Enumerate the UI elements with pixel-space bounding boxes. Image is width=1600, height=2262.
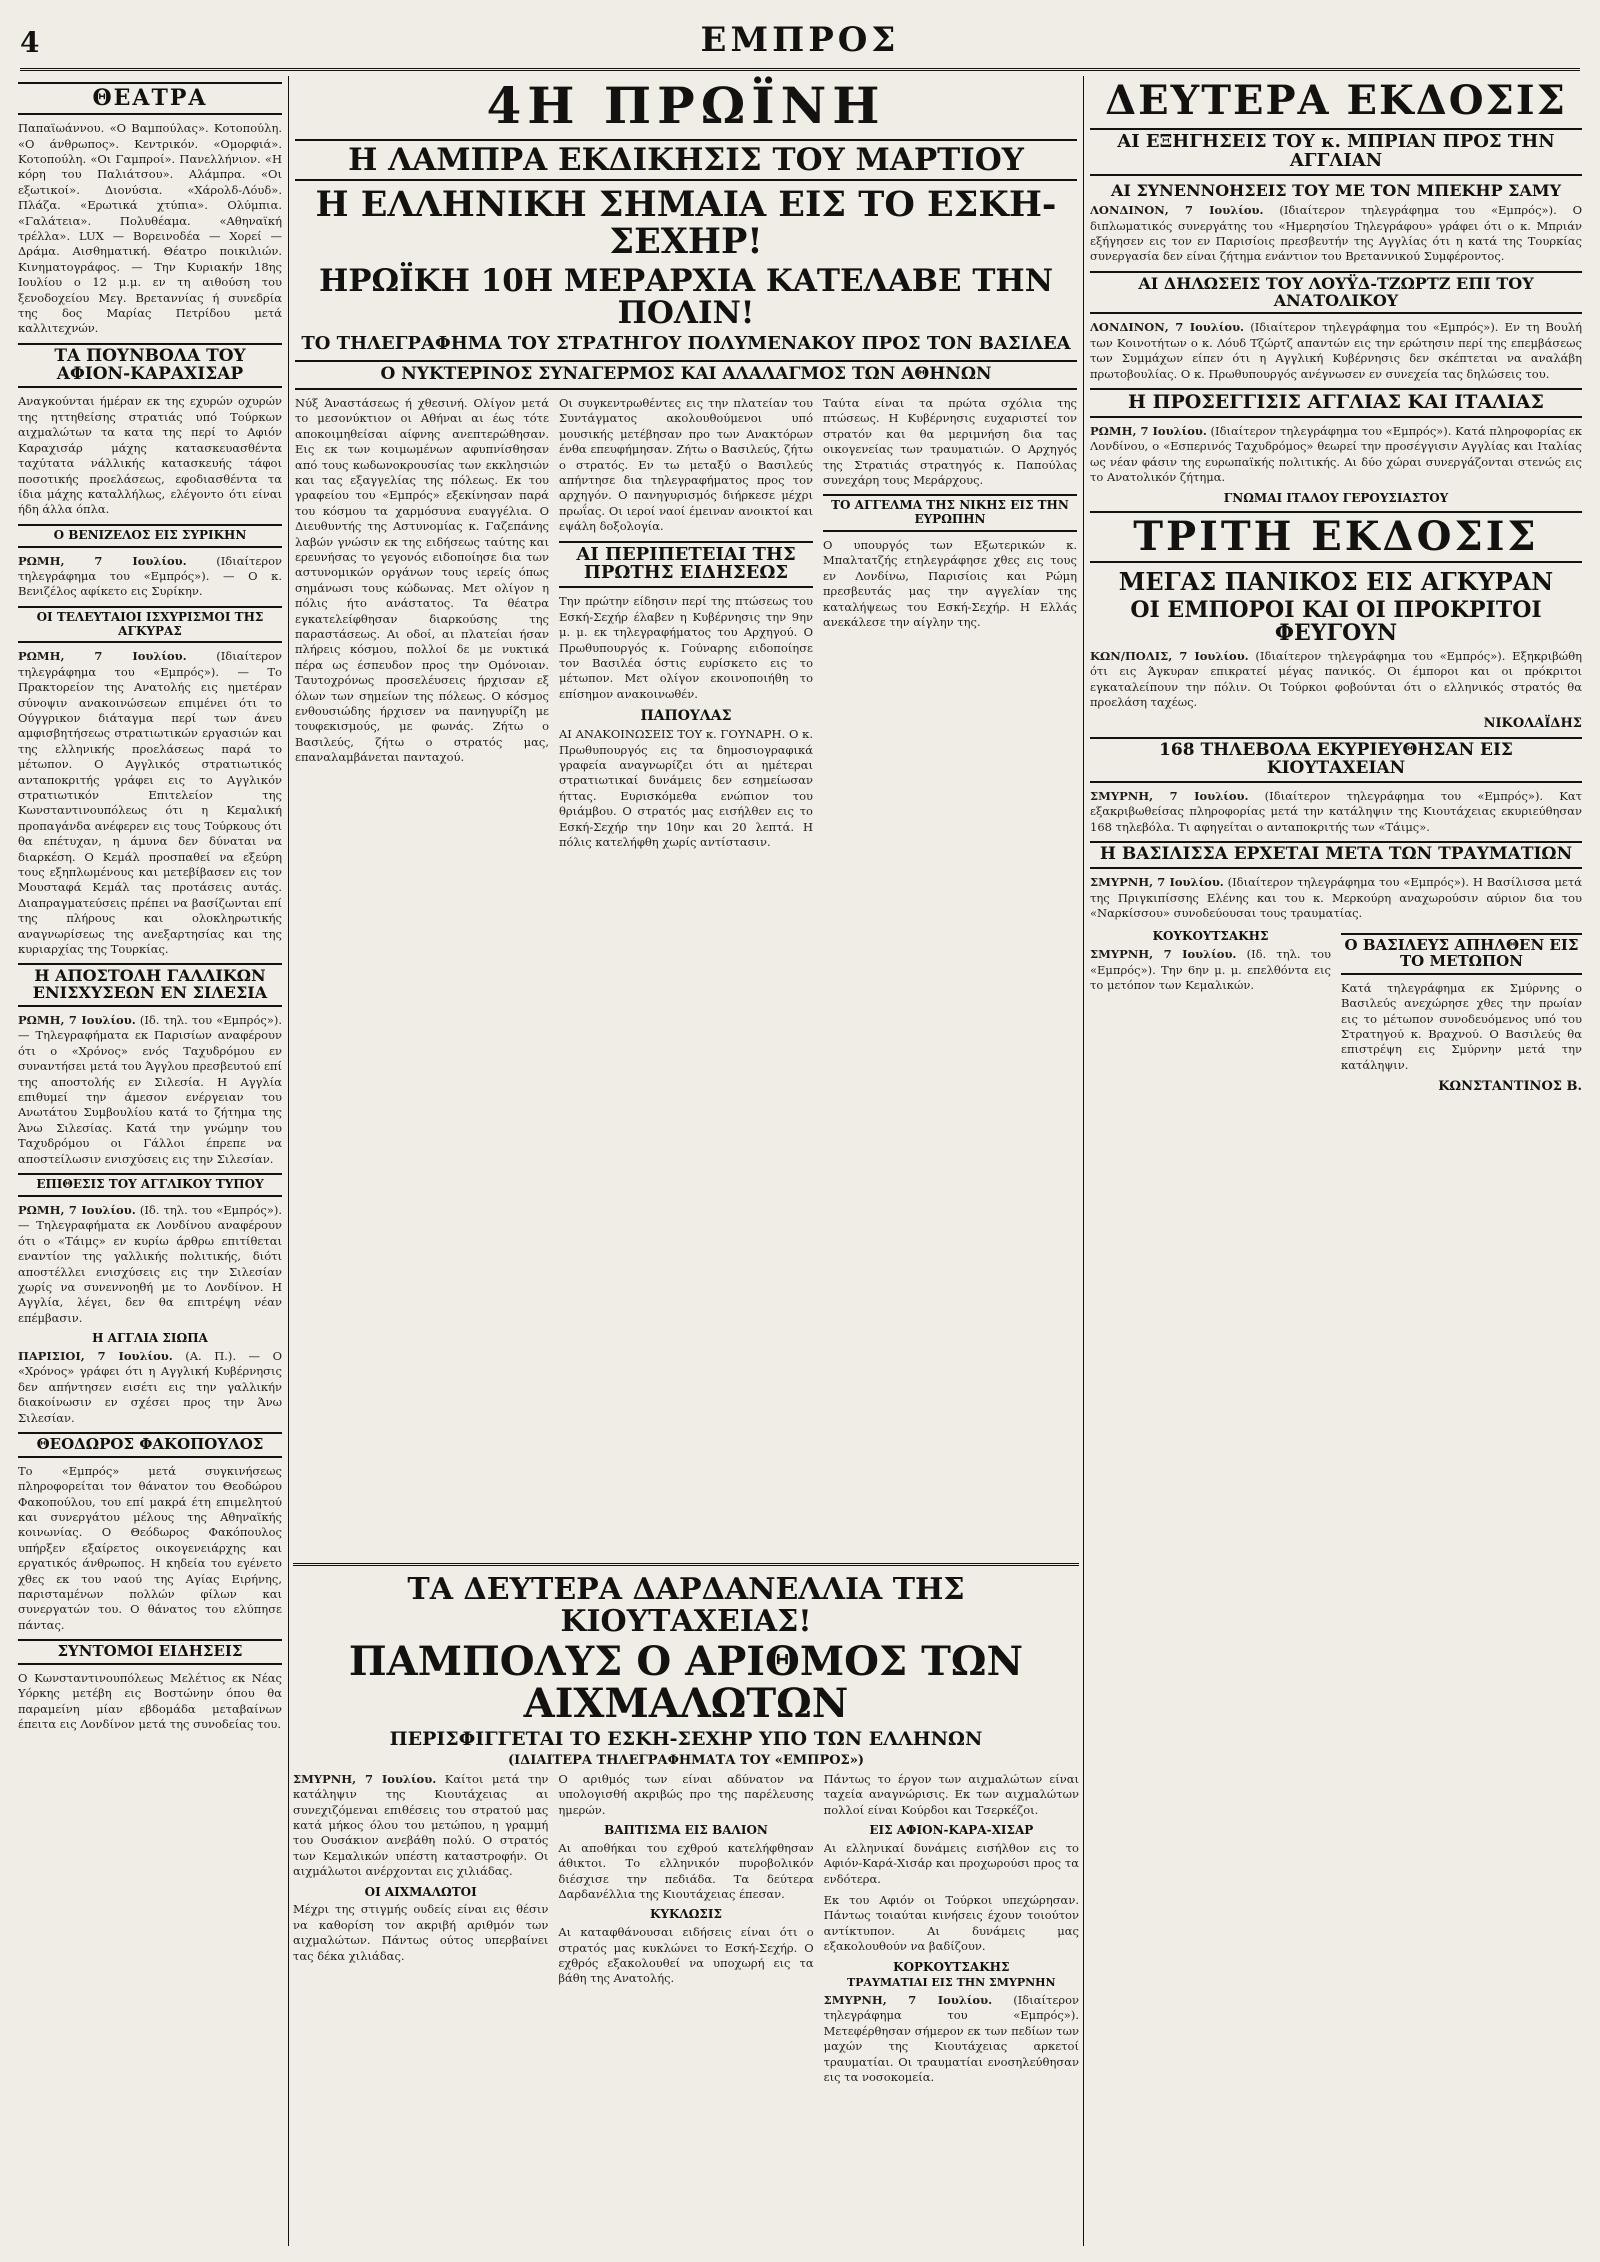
article-text: Καίτοι μετά την κατάληψιν της Κιουτάχειας αι συνεχιζόμεναι επιθέσεις του στρατού μας κατά μήκος όλου του μετώπου, η γραμμή του Ουσάκιον ανεβάθη πολύ. Ο στρατός των Κεμαλικών υπέστη καταστροφήν. Οι αιχμάλωτοι ανέρχονται εις χιλιάδας. <box>293 1771 549 1879</box>
article-text: Μέχρι της στιγμής ουδείς είναι εις θέσιν να καθορίση τον ακριβή αριθμόν των αιχμαλώτων. Πάντως ούτος υπερβαίνει τας δέκα χιλιάδας. <box>293 1902 549 1963</box>
theatre-heading: ΘΕΑΤΡΑ <box>18 82 282 115</box>
siopi-text: (Α. Π.). — Ο «Χρόνος» γράφει ότι η Αγγλική Κυβέρνησις δεν απήντησεν εισέτι εις την γαλλικήν διακοίνωσιν εν σχέσει προς την Άνω Σιλεσίαν. <box>18 1348 282 1425</box>
banner-col-2 <box>558 1772 813 2212</box>
article-text: (Ιδιαίτερον τηλεγράφημα του «Εμπρός»). Εξηκριβώθη ότι εις Άγκυραν επικρατεί μέγας πανικός. Οι έμποροι και οι πρόκριτοι εγκαταλείπουν την πόλιν. Οι Τούρκοι φοβούνται ότι ο ελληνικός στρατός θα προελάση ταχέως. <box>1090 648 1582 709</box>
subheading: ΓΝΩΜΑΙ ΙΤΑΛΟΥ ΓΕΡΟΥΣΙΑΣΤΟΥ <box>1223 490 1449 505</box>
article-text: ΑΙ ΑΝΑΚΟΙΝΩΣΕΙΣ ΤΟΥ κ. ΓΟΥΝΑΡΗ. Ο κ. Πρωθυπουργός εις τα δημοσιογραφικά γραφεία αναγνωρίζει ότι αι ημέτεραι στρατιωτικαί δυνάμεις δεν εσημείωσαν ήττας. Ευρισκόμεθα ενώπιον του θριάμβου. Ο στρατός μας εισήλθεν εις το Εσκή-Σεχήρ την 10ην και 20 λεπτά. Η πόλις κατελήφθη χωρίς αντίστασιν. <box>559 727 813 850</box>
headline-1: Η ΛΑΜΠΡΑ ΕΚΔΙΚΗΣΙΣ ΤΟΥ ΜΑΡΤΙΟΥ <box>295 139 1077 182</box>
right-column <box>1090 76 1582 2246</box>
article-text: Ο υπουργός των Εξωτερικών κ. Μπαλτατζής ετηλεγράφησε χθες εις τους εν Λονδίνω, Παρισίοις και Ρώμη πρεσβευτάς μας την αγγελίαν της καταλήψεως του Εσκή-Σεχήρ. Η Ελλάς ανεκάλεσε την αίγλην της. <box>823 537 1077 629</box>
turk-text: (Ιδιαίτερον τηλεγράφημα του «Εμπρός»). — Το Πρακτορείον της Ανατολής εις ημετέραν σύνοψιν ανακοινώσεων επιμένει ότι το Ούγγρικον διάταγμα περί των άνευ αμφισβητήσεως στρατιωτικών εργασιών και της ελληνικής προελάσεως παρά το μέτωπον. Ο Αγγλικός στρατιωτικός ανταποκριτής γράφει εις το Αγγλικόν στρατιωτικόν Επιτελείον της Κωνσταντινουπόλεως ότι η Κεμαλική προπαγάνδα ανέφερεν εις τους Τούρκους ότι θα επέτυχαν, η άμυνα δεν δύναται να διαρκέση. Ο Κεμάλ προσπαθεί να εξεύρη τους εξηπλωμένους και μετεβίβασεν εις τον Μουσταφά Κεμάλ τας προτάσεις αυτάς. Διαπραγματεύσεις πρέπει να βασίζωνται επί της πλήρους και ολοκληρωτικής αναγνωρίσεως της ανεξαρτησίας και της κυριαρχίας της Τουρκίας. <box>18 649 282 957</box>
center-col-3 <box>823 396 1077 857</box>
short-news-heading: ΣΥΝΤΟΜΟΙ ΕΙΔΗΣΕΙΣ <box>18 1639 282 1665</box>
apostoli-dateline: ΡΩΜΗ, 7 Ιουλίου. <box>18 1013 136 1028</box>
typos-dateline: ΡΩΜΗ, 7 Ιουλίου. <box>18 1202 136 1217</box>
dateline: ΣΜΥΡΝΗ, 7 Ιουλίου. <box>293 1771 437 1786</box>
article-text: Αι ελληνικαί δυνάμεις εισήλθον εις το Αφιόν-Καρά-Χισάρ και προχωρούσι προς τα ενδότερα. <box>823 1840 1079 1886</box>
article-text: (Ιδ. τηλ. του «Εμπρός»). Την 6ην μ. μ. επελθόντα εις το μετόπον των Κεμαλικών. <box>1090 947 1331 992</box>
article-heading: ΟΙ ΑΙΧΜΑΛΩΤΟΙ <box>364 1884 477 1899</box>
banner-headline-2: ΠΑΜΠΟΛΥΣ Ο ΑΡΙΘΜΟΣ ΤΩΝ ΑΙΧΜΑΛΩΤΩΝ <box>348 1638 1024 1727</box>
siopi-dateline: ΠΑΡΙΣΙΟΙ, 7 Ιουλίου. <box>18 1348 173 1363</box>
dateline: ΛΟΝΔΙΝΟΝ, 7 Ιουλίου. <box>1090 203 1264 218</box>
article-heading: ΤΡΑΥΜΑΤΙΑΙ ΕΙΣ ΤΗΝ ΣΜΥΡΝΗΝ <box>847 1976 1056 1990</box>
banner-col-1 <box>293 1772 548 2212</box>
article-heading: ΠΑΠΟΥΛΑΣ <box>640 708 732 725</box>
apostoli-text: (Ιδ. τηλ. του «Εμπρός»). — Τηλεγραφήματα εκ Παρισίων αναφέρουν ότι ο «Χρόνος» ενός Ταχυδρόμου εν συναντήσει μετά του Άγγλου πρεσβευτού επί της αποστολής εν Σιλεσία. Η Αγγλία επιθυμεί την άμεσον ενέργειαν του Ανωτάτου Συμβουλίου κατά το ζήτημα της Άνω Σιλεσίας. Κατά την γνώμην του Ταχυδρόμου οι Γάλλοι έπρεπε να αποστείλωσιν ενισχύσεις εις την Σιλεσίαν. <box>18 1013 282 1166</box>
headline: Η ΒΑΣΙΛΙΣΣΑ ΕΡΧΕΤΑΙ ΜΕΤΑ ΤΩΝ ΤΡΑΥΜΑΤΙΩΝ <box>1090 841 1582 869</box>
banner-articles <box>293 1772 1079 2212</box>
headline-2: Η ΕΛΛΗΝΙΚΗ ΣΗΜΑΙΑ ΕΙΣ ΤΟ ΕΣΚΗ-ΣΕΧΗΡ! <box>315 184 1057 262</box>
dateline: ΡΩΜΗ, 7 Ιουλίου. <box>1090 423 1207 438</box>
article-heading: ΚΟΡΚΟΥΤΣΑΚΗΣ <box>893 1959 1010 1974</box>
third-edition-title: ΤΡΙΤΗ ΕΚΔΟΣΙΣ <box>1090 511 1582 563</box>
article-heading: ΕΙΣ ΑΦΙΟΝ-ΚΑΡΑ-ΧΙΣΑΡ <box>869 1823 1034 1837</box>
siopi-heading: Η ΑΓΓΛΙΑ ΣΙΩΠΑ <box>92 1331 208 1346</box>
headline: ΑΙ ΣΥΝΕΝΝΟΗΣΕΙΣ ΤΟΥ ΜΕ ΤΟΝ ΜΠΕΚΗΡ ΣΑΜΥ <box>1110 180 1562 200</box>
headline: 168 ΤΗΛΕΒΟΛΑ ΕΚΥΡΙΕΥΘΗΣΑΝ ΕΙΣ ΚΙΟΥΤΑΧΕΙΑΝ <box>1090 737 1582 783</box>
second-edition-title: ΔΕΥΤΕΡΑ ΕΚΔΟΣΙΣ <box>1105 77 1567 124</box>
fakos-text: Το «Εμπρός» μετά συγκινήσεως πληροφορείται τον θάνατον του Θεοδώρου Φακοπούλου, του επί μακρά έτη επιμελητού και συνεργάτου μέλους της Αθηναϊκής κοινωνίας. Ο Θεόδωρος Φακόπουλος υπήρξεν εξαίρετος οικογενειάρχης και εργατικός άνθρωπος. Η κηδεία του εγένετο χθες εκ του ναού της Αγίας Ειρήνης, παρισταμένων πολλών φίλων και συνεργατών του. Ο θάνατος του ελύπησε πάντας. <box>18 1463 282 1632</box>
center-col-1 <box>295 396 549 857</box>
column-rule <box>1083 76 1084 2246</box>
article-text: Οι συγκεντρωθέντες εις την πλατείαν του Συντάγματος ακολουθούμενοι υπό μουσικής μετέβησαν προ των Ανακτόρων ένθα επευφήμησαν. Ζήτω ο Βασιλεύς, ζήτω ο στρατός. Εν τω μεταξύ ο Βασιλεύς απήντησε δια τηλεγραφήματος προς τον αρχηγόν. Ο πανηγυρισμός διήρκεσε μέχρι πρωΐας. Οι ιεροί ναοί έμειναν ανοικτοί και εψάλη δοξολογία. <box>559 395 813 534</box>
banner-headline-1: ΤΑ ΔΕΥΤΕΡΑ ΔΑΡΔΑΝΕΛΛΙΑ ΤΗΣ ΚΙΟΥΤΑΧΕΙΑΣ! <box>407 1572 965 1639</box>
article-text: (Ιδιαίτερον τηλεγράφημα του «Εμπρός»). Ο διπλωματικός συνεργάτης του «Ημερησίου Τηλεγράφου» γράφει ότι ο κ. Μπριάν εξήγησεν εις τον εν Παρισίοις πρεσβευτήν της Αγγλίας ότι η κατά της Τουρκίας συνεργασία δεν είναι ζήτημα ενάντιον του Βρεταννικού Συμφέροντος. <box>1090 203 1582 264</box>
article-heading: ΚΥΚΛΩΣΙΣ <box>649 1907 722 1922</box>
article-text: Νύξ Άναστάσεως ή χθεσινή. Ολίγον μετά το μεσονύκτιον οι Αθήναι αι έως τότε αποκοιμηθείσαι αίφνης ανεπτερώθησαν. Εις εκ των κοιμωμένων αφυπνίσθησαν από τους κωδωνοκρουσίας των εκκλησιών και τας εξαγγελίας της πόλεως. Εκ του γραφείου του «Εμπρός» εξεκίνησαν παρά του κόσμου τα χαρμόσυνα ευαγγέλια. Ο Διευθυντής της Αστυνομίας κ. Γαζεπάνης λαβών γνώσιν εκ της ειδήσεως ταύτης και ερευνήσας το γεγονός ειδοποίησε δια των αστυνομικών οργάνων τους ιερείς όπως σημάνωσι τους κώδωνας. Μετ ολίγον η πόλις ήτο ανάστατος. Τα θέατρα εγκατελείφθησαν διαρκούσης της παραστάσεως. Αι οδοί, αι πλατείαι ήσαν πλήρεις κόσμου, πολλοί δε με νυκτικά πέρα ως έσπευδον προς την Ομόνοιαν. Ταυτοχρόνως προσελέυσεις ήρχισαν εξ όλων των σημείων της πόλεως. Ο κόσμος ενθουσιώδης ήρχισεν να πανηγυρίζη με τουφεκισμούς, με φωνάς. Ζήτω ο Βασιλεύς, ζήτω ο στρατός μας, επαναλαμβάνεται πανταχού. <box>295 395 549 765</box>
dateline: ΣΜΥΡΝΗ, 7 Ιουλίου. <box>823 1993 993 2008</box>
fakos-heading: ΘΕΟΔΩΡΟΣ ΦΑΚΟΠΟΥΛΟΣ <box>18 1432 282 1458</box>
center-articles <box>295 396 1077 857</box>
right-lower-col-2 <box>1341 927 1582 1098</box>
article-text: (Ιδιαίτερον τηλεγράφημα του «Εμπρός»). Κατά πληροφορίας εκ Λονδίνου, ο «Εσπερινός Ταχυδρόμος» θεωρεί την προσέγγισιν Αγγλίας και Ιταλίας ως νέαν φάσιν της ευρωπαϊκής πολιτικής. Αι δύο χώραι συνεργάζονται στενώς εις το Ανατολικόν ζήτημα. <box>1090 423 1582 485</box>
apostoli-heading: Η ΑΠΟΣΤΟΛΗ ΓΑΛΛΙΚΩΝ ΕΝΙΣΧΥΣΕΩΝ ΕΝ ΣΙΛΕΣΙΑ <box>18 963 282 1007</box>
theatre-listings: Παπαϊωάννου. «Ο Βαμπούλας». Κοτοπούλη. «Ο άνθρωπος». Κεντρικόν. «Ομορφιά». Κοτοπούλη. «Οι Γαμπροί». Πανελλήνιον. «Η κόρη του Παλιάτσου». Αλάμπρα. «Οι εξωτικοί». Διονύσια. «Χάρολδ-Λόυδ». Πλάζα. «Ερωτικά χτύπια». Ολύμπια. «Γαλάτεια». Πολυθέαμα. «Αθηναϊκή τρέλλα». LUX — Βορεινοδέα — Χορεί — Δράμα. Αισθηματική. Θέατρο ποικιλιών. Κινηματογράφος. — Την Κυριακήν 18ης Ιουλίου ο 12 μ.μ. εν τη αιθούση του ξενοδοχείου Μεγ. Βρεταννίας ή συνεδρία της δος Μαρίας Πετρίδου μετά καλλιτεχνών. <box>18 121 282 336</box>
headline: ΟΙ ΕΜΠΟΡΟΙ ΚΑΙ ΟΙ ΠΡΟΚΡΙΤΟΙ ΦΕΥΓΟΥΝ <box>1130 596 1542 646</box>
article-text: Αι αποθήκαι του εχθρού κατελήφθησαν άθικτοι. Το ελληνικόν πυροβολικόν διέσχισε την πεδιάδα. Τα δεύτερα Δαρδανέλλια της Κιουτάχειας έπεσαν. <box>558 1840 814 1902</box>
subheading: ΚΟΥΚΟΥΤΣΑΚΗΣ <box>1152 929 1269 944</box>
article-text: Ταύτα είναι τα πρώτα σχόλια της πτώσεως. Η Κυβέρνησις ευχαριστεί τον στρατόν και θα μεριμνήση δια τας οικογενείας των τραυματιών. Ο Αρχηγός της Στρατιάς στρατηγός κ. Παπούλας συνεχάρη τους Μεράρχους. <box>823 395 1077 487</box>
left-column <box>18 76 282 2246</box>
lower-banner <box>293 1563 1079 2212</box>
headline-4: ΤΟ ΤΗΛΕΓΡΑΦΗΜΑ ΤΟΥ ΣΤΡΑΤΗΓΟΥ ΠΟΛΥΜΕΝΑΚΟΥ ΠΡΟΣ ΤΟΝ ΒΑΣΙΛΕΑ <box>301 332 1071 354</box>
article-heading: ΤΟ ΑΓΓΕΛΜΑ ΤΗΣ ΝΙΚΗΣ ΕΙΣ ΤΗΝ ΕΥΡΩΠΗΝ <box>823 494 1077 532</box>
article-text: (Ιδιαίτερον τηλεγράφημα του «Εμπρός»). Εν τη Βουλή των Κοινοτήτων ο κ. Λόυδ Τζώρτζ απαντών εις την ερώτησιν περί της επεμβάσεως των Συμμάχων είπεν ότι η Αγγλική Κυβέρνησις δεν σκέπτεται να αναλάβη πρωτοβουλίας. Ο κ. Πρωθυπουργός ανέγνωσεν εν συνεχεία τας δηλώσεις του. <box>1090 320 1582 381</box>
right-lower-col-1 <box>1090 927 1331 1098</box>
headline: Η ΠΡΟΣΕΓΓΙΣΙΣ ΑΓΓΛΙΑΣ ΚΑΙ ΙΤΑΛΙΑΣ <box>1090 388 1582 418</box>
article-heading: ΒΑΠΤΙΣΜΑ ΕΙΣ ΒΑΛΙΟΝ <box>604 1823 768 1837</box>
dateline: ΣΜΥΡΝΗ, 7 Ιουλίου. <box>1090 789 1249 804</box>
pouvola-heading: ΤΑ ΠΟΥΝΒΟΛΑ ΤΟΥ ΑΦΙΟΝ-ΚΑΡΑΧΙΣΑΡ <box>18 343 282 389</box>
article-text: Αι καταφθάνουσαι ειδήσεις είναι ότι ο στρατός μας κυκλώνει το Εσκή-Σεχήρ. Ο εχθρός εξακολουθεί να υποχωρή εις τα βάθη της Ανατολής. <box>558 1925 814 1986</box>
article-text: Πάντως το έργον των αιχμαλώτων είναι ταχεία αναγνώρισις. Εκ των αιχμαλώτων πολλοί είναι Κούρδοι και Τσερκέζοι. <box>823 1771 1079 1817</box>
typos-text: (Ιδ. τηλ. του «Εμπρός»). — Τηλεγραφήματα εκ Λονδίνου αναφέρουν ότι ο «Τάιμς» εν κυρίω άρθρω επιτίθεται εναντίον της γαλλικής πολιτικής, διότι αποστέλλει ενισχύσεις εις την Σιλεσίαν χωρίς να συνεννοηθή με το Λονδίνον. Η Αγγλία, λέγει, δεν θα επιτρέψη νέαν επέμβασιν. <box>18 1202 282 1325</box>
banner-headline-4: (ΙΔΙΑΙΤΕΡΑ ΤΗΛΕΓΡΑΦΗΜΑΤΑ ΤΟΥ «ΕΜΠΡΟΣ») <box>507 1752 865 1768</box>
dateline: ΣΜΥΡΝΗ, 7 Ιουλίου. <box>1090 875 1224 890</box>
typos-heading: ΕΠΙΘΕΣΙΣ ΤΟΥ ΑΓΓΛΙΚΟΥ ΤΥΠΟΥ <box>18 1173 282 1197</box>
headline: ΑΙ ΕΞΗΓΗΣΕΙΣ ΤΟΥ κ. ΜΠΡΙΑΝ ΠΡΟΣ ΤΗΝ ΑΓΓΛΙΑΝ <box>1090 128 1582 176</box>
edition-title: 4Η ΠΡΩΪΝΗ <box>486 76 886 135</box>
headline: ΜΕΓΑΣ ΠΑΝΙΚΟΣ ΕΙΣ ΑΓΚΥΡΑΝ <box>1118 567 1554 597</box>
article-text: (Ιδιαίτερον τηλεγράφημα του «Εμπρός»). Κατ εξακριβωθείσας πληροφορίας μετά την κατάληψιν της Κιουτάχειας εκυριεύθησαν 168 τηλεβόλα. Τι αφηγείται ο ανταποκριτής των «Τάιμς». <box>1090 789 1582 834</box>
pouvola-text: Αναγκούνται ήμέραν εκ της εχυρών οχυρών της ηττηθείσης στρατιάς υπό Τούρκων αιχμαλώτων τα κατα της περί το Αφιόν Καραχισάρ μάχης κατασκευασθέντα ταχύτατα νάλλικής κατασκευής τάφοι ποσοτικής προελάσεως, εφοδιασθέντα τα ίδια μάχης καταλλήλως, ελέγοντο ότι είναι ήδη άλλα όπλα. <box>18 394 282 517</box>
center-column <box>295 76 1077 1556</box>
headline: Ο ΒΑΣΙΛΕΥΣ ΑΠΗΛΘΕΝ ΕΙΣ ΤΟ ΜΕΤΩΠΟΝ <box>1341 933 1582 975</box>
turk-dateline: ΡΩΜΗ, 7 Ιουλίου. <box>18 649 187 664</box>
article-text: Την πρώτην είδησιν περί της πτώσεως του Εσκή-Σεχήρ έλαβεν η Κυβέρνησις την 9ην μ. μ. εκ τηλεγραφήματος του Αρχηγού. Ο Πρωθυπουργός κ. Γούναρης ειδοποίησε τον Βασιλέα όστις ευρίσκετο εις το μέτωπον. Μετ ολίγον εκοινοποιήθη το επίσημον ανακοινωθέν. <box>559 594 813 701</box>
venizelos-text: (Ιδιαίτερον τηλεγράφημα του «Εμπρός»). — Ο κ. Βενιζέλος αφίκετο εις Συρίκην. <box>18 553 282 599</box>
newspaper-name: ΕΜΠΡΟΣ <box>700 20 900 60</box>
turk-heading: ΟΙ ΤΕΛΕΥΤΑΙΟΙ ΙΣΧΥΡΙΣΜΟΙ ΤΗΣ ΑΓΚΥΡΑΣ <box>18 606 282 644</box>
headline-3: ΗΡΩΪΚΗ 10Η ΜΕΡΑΡΧΙΑ ΚΑΤΕΛΑΒΕ ΤΗΝ ΠΟΛΙΝ! <box>318 262 1054 332</box>
article-text: (Ιδιαίτερον τηλεγράφημα του «Εμπρός»). Μετεφέρθησαν σήμερον εκ των πεδίων των μαχών της Κιουτάχειας αρκετοί τραυματίαι. Οι τραυματίαι ενοσηλεύθησαν εις τα νοσοκομεία. <box>823 1993 1079 2085</box>
venizelos-heading: Ο ΒΕΝΙΖΕΛΟΣ ΕΙΣ ΣΥΡΙΚΗΝ <box>18 524 282 548</box>
center-col-2 <box>559 396 813 857</box>
venizelos-dateline: ΡΩΜΗ, 7 Ιουλίου. <box>18 553 187 568</box>
article-text: Ο αριθμός των είναι αδύνατον να υπολογισθή ακριβώς προ της παρέλευσης ημερών. <box>558 1771 814 1817</box>
dateline: ΣΜΥΡΝΗ, 7 Ιουλίου. <box>1090 947 1237 962</box>
banner-headline-3: ΠΕΡΙΣΦΙΓΓΕΤΑΙ ΤΟ ΕΣΚΗ-ΣΕΧΗΡ ΥΠΟ ΤΩΝ ΕΛΛΗΝΩΝ <box>389 1728 983 1750</box>
headline-5: Ο ΝΥΚΤΕΡΙΝΟΣ ΣΥΝΑΓΕΡΜΟΣ ΚΑΙ ΑΛΑΛΑΓΜΟΣ ΤΩΝ ΑΘΗΝΩΝ <box>295 360 1077 390</box>
short-news-text: Ο Κωνσταντινουπόλεως Μελέτιος εκ Νέας Υόρκης μετέβη εις Βοστώνην όπου θα παραμείνη μίαν εβδομάδα μεταβαίνων έπειτα εις Λονδίνον μετά της συνοδείας του. <box>18 1670 282 1732</box>
signature: ΝΙΚΟΛΑΪΔΗΣ <box>1483 716 1582 732</box>
headline: ΑΙ ΔΗΛΩΣΕΙΣ ΤΟΥ ΛΟΥΫΔ-ΤΖΩΡΤΖ ΕΠΙ ΤΟΥ ΑΝΑΤΟΛΙΚΟΥ <box>1090 271 1582 315</box>
masthead <box>20 18 1580 71</box>
right-lower <box>1090 927 1582 1098</box>
dateline: ΛΟΝΔΙΝΟΝ, 7 Ιουλίου. <box>1090 320 1245 335</box>
article-text: Κατά τηλεγράφημα εκ Σμύρνης ο Βασιλεύς ανεχώρησε χθες την πρωίαν εις το μέτωπον συνοδευόμενος υπό του Στρατηγού κ. Βραχνού. Ο Βασιλεύς θα επιστρέψη εις Σμύρνην μετά την κατάληψιν. <box>1341 980 1582 1072</box>
article-heading: ΑΙ ΠΕΡΙΠΕΤΕΙΑΙ ΤΗΣ ΠΡΩΤΗΣ ΕΙΔΗΣΕΩΣ <box>559 541 813 589</box>
article-text: (Ιδιαίτερον τηλεγράφημα του «Εμπρός»). Η Βασίλισσα μετά της Πριγκιπίσσης Ελένης και του κ. Μερκούρη αναχωρούσιν αύριον δια του «Ναρκίσσου» συνοδεύουσαι τους τραυματίας. <box>1090 875 1582 920</box>
dateline: ΚΩΝ/ΠΟΛΙΣ, 7 Ιουλίου. <box>1090 648 1249 663</box>
article-text: Εκ του Αφιόν οι Τούρκοι υπεχώρησαν. Πάντως τοιαύται κινήσεις έχουν τοιούτον αντίκτυπον. Αι δυνάμεις μας εξακολουθούν να βαδίζουν. <box>823 1893 1079 1954</box>
page-number: 4 <box>20 26 40 59</box>
column-rule <box>288 76 289 2246</box>
signature: ΚΩΝΣΤΑΝΤΙΝΟΣ Β. <box>1438 1079 1582 1095</box>
banner-col-3 <box>824 1772 1079 2212</box>
